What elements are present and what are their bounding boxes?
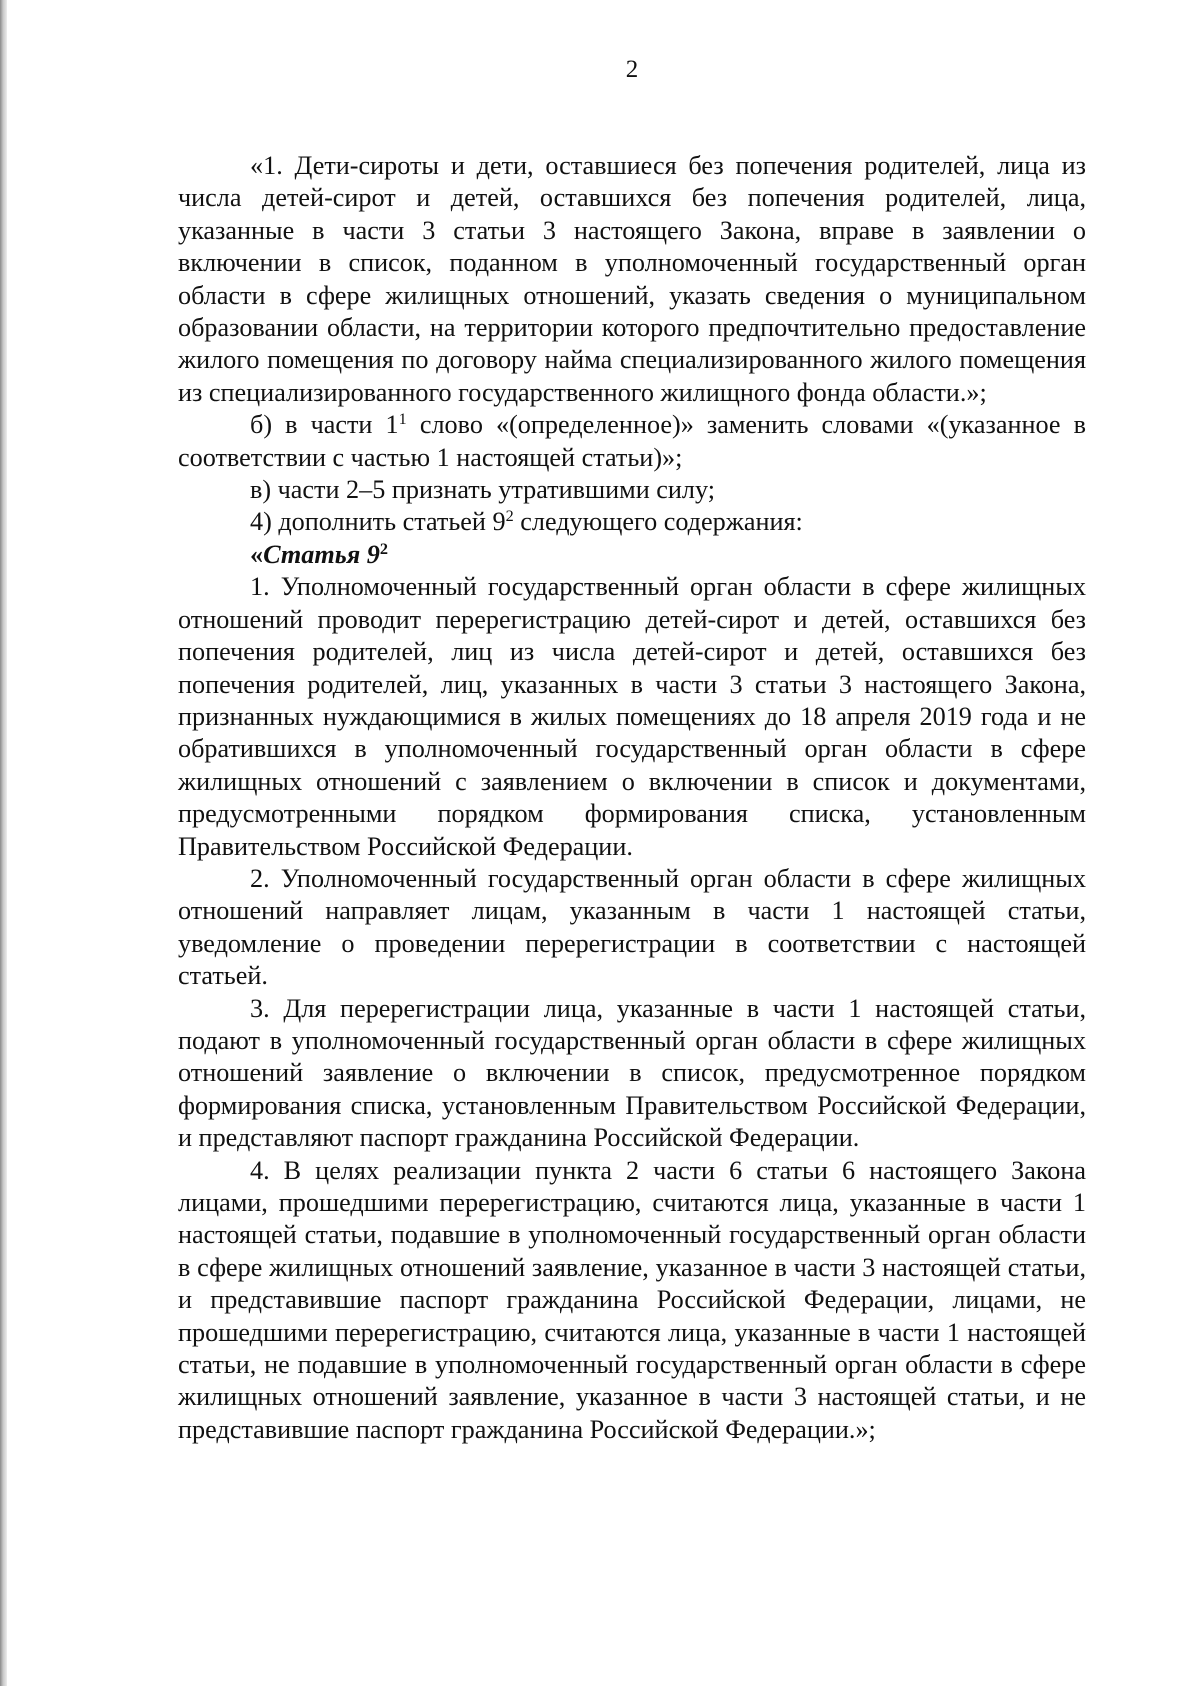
article-part-1: 1. Уполномоченный государственный орган области в сфере жилищных отношений проводит перерегистрацию детей-сирот и детей, оставшихся без попечения родителей, лиц из числа детей-сирот и детей, оставшихся без попечения родителей, лиц, указанных в части 3 статьи 3 настоящего Закона, признанных нуждающимися в жилых помещениях до 18 апреля 2019 года и не обратившихся в уполномоченный государственный орган области в сфере жилищных отношений с заявлением о включении в список и документами, предусмотренными порядком формирования списка, установленным Правительством Российской Федерации. xyxy=(178,572,1086,861)
article-part-4: 4. В целях реализации пункта 2 части 6 статьи 6 настоящего Закона лицами, прошедшими перерегистрацию, считаются лица, указанные в части 1 настоящей статьи, подавшие в уполномоченный государственный орган области в сфере жилищных отношений заявление, указанное в части 3 настоящей статьи, и представившие паспорт гражданина Российской Федерации, лицами, не прошедшими перерегистрацию, считаются лица, указанные в части 1 настоящей статьи, не подавшие в уполномоченный государственный орган области в сфере жилищных отношений заявление, указанное в части 3 настоящей статьи, и не представившие паспорт гражданина Российской Федерации.»; xyxy=(178,1155,1086,1444)
paragraph-subitem-b-end: слово «(определенное)» заменить словами «(указанное в соответствии с частью 1 настоящей статьи)»; xyxy=(178,410,1086,472)
paragraph-subitem-v: в) части 2–5 признать утратившими силу; xyxy=(250,475,716,505)
paragraph-item-4-start: 4) дополнить статьей 9 xyxy=(250,507,506,537)
page-number: 2 xyxy=(625,56,639,83)
paragraph-subitem-b-start: б) в части 1 xyxy=(250,410,399,440)
paragraph-item-1: «1. Дети-сироты и дети, оставшиеся без попечения родителей, лица из числа детей-сирот и детей, оставшихся без попечения родителей, лица, указанные в части 3 статьи 3 настоящего Закона, вправе в заявлении о включении в список, поданном в уполномоченный государственный орган области в сфере жилищных отношений, указать сведения о муниципальном образовании области, на территории которого предпочтительно предоставление жилого помещения по договору найма специализированного жилого помещения из специализированного государственного жилищного фонда области.»; xyxy=(178,151,1086,407)
superscript-index: 1 xyxy=(398,410,407,429)
article-part-3: 3. Для перерегистрации лица, указанные в части 1 настоящей статьи, подают в уполномоченный государственный орган области в сфере жилищных отношений заявление о включении в список, предусмотренное порядком формирования списка, установленным Правительством Российской Федерации, и представляют паспорт гражданина Российской Федерации. xyxy=(178,993,1086,1153)
paragraph-subitem-b xyxy=(178,409,1086,474)
document-body xyxy=(178,150,1086,1446)
paragraph-item-4 xyxy=(178,506,1086,538)
scan-edge-shadow xyxy=(0,0,7,1686)
article-heading-quote: « xyxy=(250,539,264,569)
superscript-index: 2 xyxy=(379,539,388,558)
article-heading-title: Статья 9 xyxy=(263,539,380,569)
article-part-2: 2. Уполномоченный государственный орган области в сфере жилищных отношений направляет лицам, указанным в части 1 настоящей статьи, уведомление о проведении перерегистрации в соответствии с настоящей статьей. xyxy=(178,863,1086,991)
superscript-index: 2 xyxy=(505,507,514,526)
paragraph-item-4-end: следующего содержания: xyxy=(513,507,803,537)
article-heading xyxy=(178,539,1086,571)
